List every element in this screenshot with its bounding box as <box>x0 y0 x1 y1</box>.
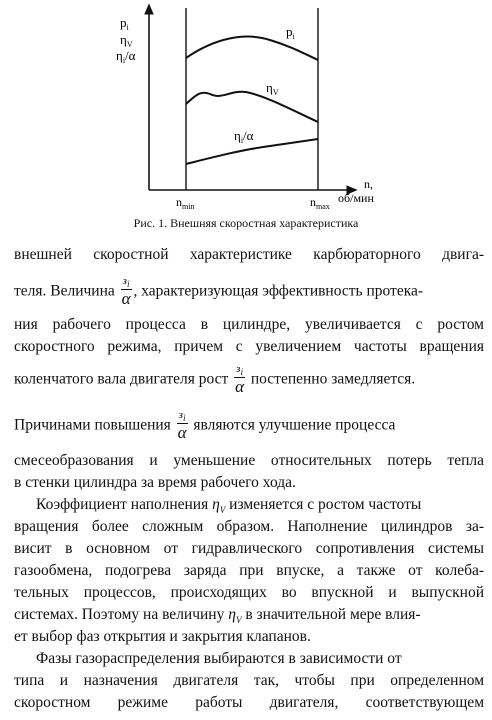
text-line: газообмена, подогрева заряда при впуске, а также от колеба- <box>14 562 484 579</box>
text-line: внешней скоростной характеристике карбюраторного двига- <box>14 246 484 263</box>
curve-eta-v <box>186 92 318 122</box>
fraction-eta-i-alpha: $\frac{з_i}{\alpha}$ <box>121 275 131 309</box>
text-line: теля. Величина $\frac{з_i}{\alpha}$ , характеризующая эффективность протека- <box>14 275 424 309</box>
text-line: скоростного режима, причем с увеличением частоты вращения <box>14 338 484 355</box>
fraction-eta-i-alpha: $\frac{з_i}{\alpha}$ <box>177 409 187 443</box>
speed-characteristic-figure <box>0 0 492 212</box>
curve-label-p: $p_i$ <box>286 24 295 41</box>
text-line: типа и назначения двигателя так, чтобы при определенном <box>14 672 484 689</box>
curve-label-eta-v: $\eta_V$ <box>266 80 279 97</box>
curve-label-eta-i: $\eta_i/\alpha$ <box>234 128 254 145</box>
x-label-nmin: $n_{min}$ <box>176 195 195 211</box>
y-label-eta-v: $\eta_V$ <box>120 32 133 49</box>
x-label-nmax: $n_{max}$ <box>310 195 330 211</box>
x-axis-label-n: n, <box>364 177 373 191</box>
text-line: тельных процессов, происходящих во впускной и выпускной <box>14 584 484 601</box>
text-line: ет выбор фаз открытия и закрытия клапанов. <box>14 628 311 645</box>
curve-p <box>186 37 318 60</box>
x-axis-label-unit: об/мин <box>338 191 374 205</box>
text-line: Коэффициент наполнения $\eta_V$ изменяется с ростом частоты <box>36 496 422 516</box>
y-label-p: $p_i$ <box>120 15 129 32</box>
text-line: вращения более сложным образом. Наполнение цилиндров за- <box>14 518 484 535</box>
text-line: системах. Поэтому на величину $\eta_V$ в значительной мере влия- <box>14 606 421 626</box>
text-line: Причинами повышения $\frac{з_i}{\alpha}$ являются улучшение процесса <box>14 409 396 443</box>
text-line: коленчатого вала двигателя рост $\frac{з_i}{\alpha}$ постепенно замедляется. <box>14 363 416 397</box>
text-line: висит в основном от гидравлического сопротивления системы <box>14 540 484 557</box>
text-line: смесеобразования и уменьшение относительных потерь тепла <box>14 452 484 469</box>
eta-v-symbol: $\eta_V$ <box>212 496 226 516</box>
eta-v-symbol: $\eta_V$ <box>228 606 242 626</box>
fraction-eta-i-alpha: $\frac{з_i}{\alpha}$ <box>235 363 245 397</box>
text-line: Фазы газораспределения выбираются в зависимости от <box>36 650 402 667</box>
text-line: скоростном режиме работы двигателя, соответствующем <box>14 694 484 711</box>
y-label-eta-i: $\eta_i/\alpha$ <box>116 48 136 65</box>
figure-caption: Рис. 1. Внешняя скоростная характеристика <box>133 216 359 230</box>
text-line: ния рабочего процесса в цилиндре, увеличивается с ростом <box>14 316 484 333</box>
text-line: в стенки цилиндра за время рабочего хода. <box>14 474 296 491</box>
